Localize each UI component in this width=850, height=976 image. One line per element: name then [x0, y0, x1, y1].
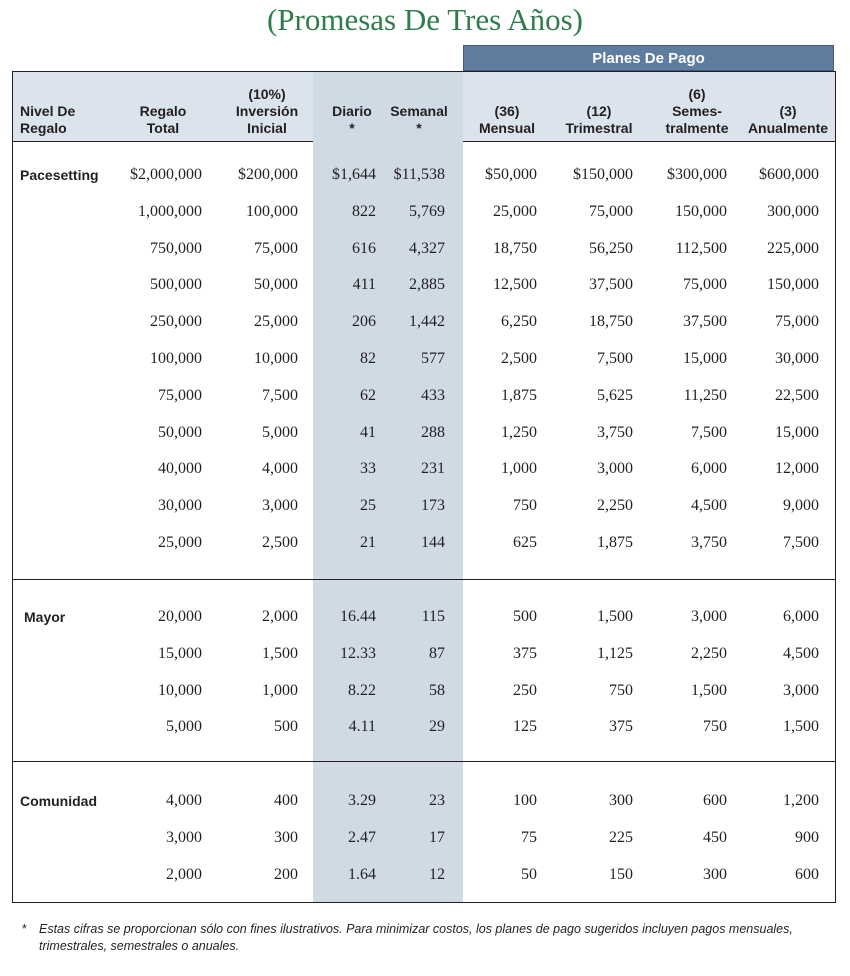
table-cell: 23	[429, 792, 445, 809]
table-cell: $11,538	[393, 166, 445, 183]
table-cell: 200	[274, 865, 298, 883]
table-cell: 225,000	[767, 239, 819, 257]
table-cell: 5,000	[166, 718, 202, 736]
table-cell: 12,500	[493, 276, 537, 294]
table-cell: 3,000	[262, 497, 298, 515]
table-cell: $50,000	[485, 166, 537, 183]
column-header-line: Semanal	[390, 103, 448, 119]
table-cell: 115	[421, 608, 445, 625]
table-cell: 750,000	[150, 239, 202, 257]
table-cell: 500,000	[150, 276, 202, 294]
group-divider	[13, 579, 835, 580]
table-cell: 25,000	[254, 313, 298, 331]
column-header-line: Inversión	[235, 103, 299, 119]
table-cell: 15,000	[683, 350, 727, 367]
column-header-nivel	[20, 103, 90, 137]
column-header-diario	[318, 103, 386, 137]
table-cell: 822	[352, 202, 376, 220]
column-header-line: (3)	[779, 103, 797, 119]
table-cell: 2,500	[262, 534, 298, 551]
column-header-line: Semes-	[672, 103, 722, 119]
table-cell: 150	[609, 865, 633, 883]
column-header-line: (36)	[494, 103, 520, 119]
table-cell: 75,000	[158, 386, 202, 404]
table-cell: 29	[429, 718, 445, 736]
table-cell: 30,000	[775, 350, 819, 367]
table-cell: 250	[513, 681, 537, 699]
table-cell: 750	[513, 497, 537, 515]
table-cell: 3.29	[348, 792, 376, 809]
table-cell: 9,000	[783, 497, 819, 515]
table-cell: 4,000	[166, 792, 202, 809]
column-header-semestral	[652, 86, 742, 137]
table-cell: 4.11	[348, 718, 376, 736]
table-cell: 288	[421, 423, 445, 441]
table-cell: 62	[360, 386, 376, 404]
table-cell: 75,000	[683, 276, 727, 294]
table-cell: 30,000	[158, 497, 202, 515]
table-cell: 2,250	[597, 497, 633, 515]
table-cell: $200,000	[238, 166, 298, 183]
group-divider	[13, 761, 835, 762]
table-cell: 7,500	[691, 423, 727, 441]
table-cell: 25,000	[493, 202, 537, 220]
table-cell: 2,250	[691, 644, 727, 662]
table-cell: 7,500	[597, 350, 633, 367]
table-cell: 87	[429, 644, 445, 662]
column-header-line: (10%)	[248, 86, 286, 102]
table-cell: 625	[513, 534, 537, 551]
table-cell: 750	[703, 718, 727, 736]
table-cell: 50,000	[158, 423, 202, 441]
table-cell: 3,000	[691, 608, 727, 625]
column-header-line: *	[416, 120, 422, 136]
table-cell: 18,750	[493, 239, 537, 257]
table-cell: 750	[609, 681, 633, 699]
table-cell: 12.33	[340, 644, 376, 662]
table-cell: 100,000	[150, 350, 202, 367]
table-cell: 8.22	[348, 681, 376, 699]
table-cell: 112,500	[675, 239, 727, 257]
table-cell: $2,000,000	[130, 166, 202, 183]
table-cell: 3,000	[783, 681, 819, 699]
table-cell: 1,500	[597, 608, 633, 625]
column-header-line: Anualmente	[747, 120, 829, 136]
table-cell: 5,000	[262, 423, 298, 441]
table-cell: 3,000	[166, 828, 202, 846]
table-cell: 900	[795, 828, 819, 846]
page-title: (Promesas De Tres Años)	[266, 2, 584, 37]
table-cell: 400	[274, 792, 298, 809]
table-cell: 6,000	[783, 608, 819, 625]
table-cell: 1,200	[783, 792, 819, 809]
table-cell: 4,000	[262, 460, 298, 478]
table-cell: 6,250	[501, 313, 537, 331]
table-cell: 12	[429, 865, 445, 883]
table-cell: 375	[513, 644, 537, 662]
table-cell: 1,125	[597, 644, 633, 662]
table-cell: 1,442	[409, 313, 445, 331]
column-header-line: Total	[146, 120, 180, 136]
table-cell: 1,500	[262, 644, 298, 662]
column-header-anual	[742, 103, 834, 137]
column-header-line: Diario	[332, 103, 372, 119]
table-cell: 50	[521, 865, 537, 883]
table-cell: 150,000	[767, 276, 819, 294]
table-cell: 150,000	[675, 202, 727, 220]
table-cell: $300,000	[667, 166, 727, 183]
table-cell: 11,250	[683, 386, 727, 404]
table-cell: 33	[360, 460, 376, 478]
table-cell: 50,000	[254, 276, 298, 294]
table-cell: 75,000	[254, 239, 298, 257]
table-cell: 25	[360, 497, 376, 515]
table-cell: 56,250	[589, 239, 633, 257]
table-cell: 300	[274, 828, 298, 846]
table-cell: $600,000	[759, 166, 819, 183]
table-cell: 2,500	[501, 350, 537, 367]
table-cell: 616	[352, 239, 376, 257]
table-cell: 375	[609, 718, 633, 736]
table-cell: 3,000	[597, 460, 633, 478]
table-cell: 7,500	[783, 534, 819, 551]
column-header-line: (6)	[688, 86, 706, 102]
column-header-line: Trimestral	[565, 120, 633, 136]
table-cell: 500	[513, 608, 537, 625]
footnote	[22, 921, 822, 955]
table-cell: 17	[429, 828, 445, 846]
table-cell: 4,500	[783, 644, 819, 662]
table-cell: 225	[609, 828, 633, 846]
table-cell: 4,327	[409, 239, 445, 257]
table-cell: 1,500	[783, 718, 819, 736]
table-cell: 3,750	[597, 423, 633, 441]
table-cell: 577	[421, 350, 445, 367]
table-cell: 10,000	[158, 681, 202, 699]
payment-plans-header: Planes De Pago	[463, 45, 834, 71]
table-cell: 25,000	[158, 534, 202, 551]
table-cell: 300	[703, 865, 727, 883]
table-cell: 75,000	[589, 202, 633, 220]
table-cell: 15,000	[158, 644, 202, 662]
column-header-regalo	[113, 103, 213, 137]
table-cell: 600	[795, 865, 819, 883]
table-cell: 5,625	[597, 386, 633, 404]
table-cell: 600	[703, 792, 727, 809]
table-cell: 2,000	[262, 608, 298, 625]
table-cell: 2,885	[409, 276, 445, 294]
table-cell: 300,000	[767, 202, 819, 220]
column-header-line: (12)	[586, 103, 612, 119]
table-cell: 1,500	[691, 681, 727, 699]
table-cell: 100	[513, 792, 537, 809]
pledge-table	[12, 71, 836, 903]
table-cell: 20,000	[158, 608, 202, 625]
column-header-semanal	[383, 103, 455, 137]
table-cell: 250,000	[150, 313, 202, 331]
group-label: Comunidad	[20, 793, 97, 809]
table-cell: 1,000,000	[138, 202, 202, 220]
table-cell: 41	[360, 423, 376, 441]
table-cell: 6,000	[691, 460, 727, 478]
group-label: Mayor	[24, 609, 66, 625]
column-header-line: Nivel De	[20, 103, 76, 119]
table-cell: 206	[352, 313, 376, 331]
table-cell: 1,000	[262, 681, 298, 699]
table-cell: 3,750	[691, 534, 727, 551]
column-header-line: *	[349, 120, 355, 136]
table-cell: 450	[703, 828, 727, 846]
table-cell: 4,500	[691, 497, 727, 515]
column-header-line: Mensual	[478, 120, 535, 136]
table-cell: $1,644	[332, 166, 376, 183]
table-cell: 300	[609, 792, 633, 809]
table-cell: 21	[360, 534, 376, 551]
table-cell: 75,000	[775, 313, 819, 331]
table-cell: 40,000	[158, 460, 202, 478]
column-header-trimestral	[553, 103, 645, 137]
table-cell: 75	[521, 828, 537, 846]
table-cell: 12,000	[775, 460, 819, 478]
column-header-inversion	[217, 86, 317, 137]
table-cell: 15,000	[775, 423, 819, 441]
column-header-line: Regalo	[20, 120, 67, 136]
table-cell: 37,500	[589, 276, 633, 294]
footnote-text: Estas cifras se proporcionan sólo con fines ilustrativos. Para minimizar costos, los planes de pago sugeridos incluyen pagos mensuales, trimestrales, semestrales o anuales.	[39, 922, 793, 953]
table-cell: 1,250	[501, 423, 537, 441]
table-cell: 16.44	[340, 608, 376, 625]
table-cell: 5,769	[409, 202, 445, 220]
table-cell: 18,750	[589, 313, 633, 331]
table-cell: 1,000	[501, 460, 537, 478]
table-cell: 58	[429, 681, 445, 699]
table-cell: 173	[421, 497, 445, 515]
table-cell: 10,000	[254, 350, 298, 367]
table-cell: 7,500	[262, 386, 298, 404]
table-cell: 433	[421, 386, 445, 404]
table-cell: 2,000	[166, 865, 202, 883]
table-cell: 144	[421, 534, 445, 551]
table-cell: 500	[274, 718, 298, 736]
column-header-line: tralmente	[665, 120, 729, 136]
column-header-mensual	[467, 103, 547, 137]
table-cell: 411	[352, 276, 376, 294]
table-cell: 1.64	[348, 865, 376, 883]
table-cell: 231	[421, 460, 445, 478]
table-cell: 22,500	[775, 386, 819, 404]
group-label: Pacesetting	[20, 167, 99, 183]
table-cell: 100,000	[246, 202, 298, 220]
table-cell: 2.47	[348, 828, 376, 846]
table-cell: $150,000	[573, 166, 633, 183]
column-header-line: Inicial	[247, 120, 287, 136]
table-cell: 37,500	[683, 313, 727, 331]
table-cell: 1,875	[597, 534, 633, 551]
table-cell: 125	[513, 718, 537, 736]
table-cell: 82	[360, 350, 376, 367]
footnote-marker: *	[22, 922, 27, 936]
table-cell: 1,875	[501, 386, 537, 404]
column-header-line: Regalo	[139, 103, 187, 119]
